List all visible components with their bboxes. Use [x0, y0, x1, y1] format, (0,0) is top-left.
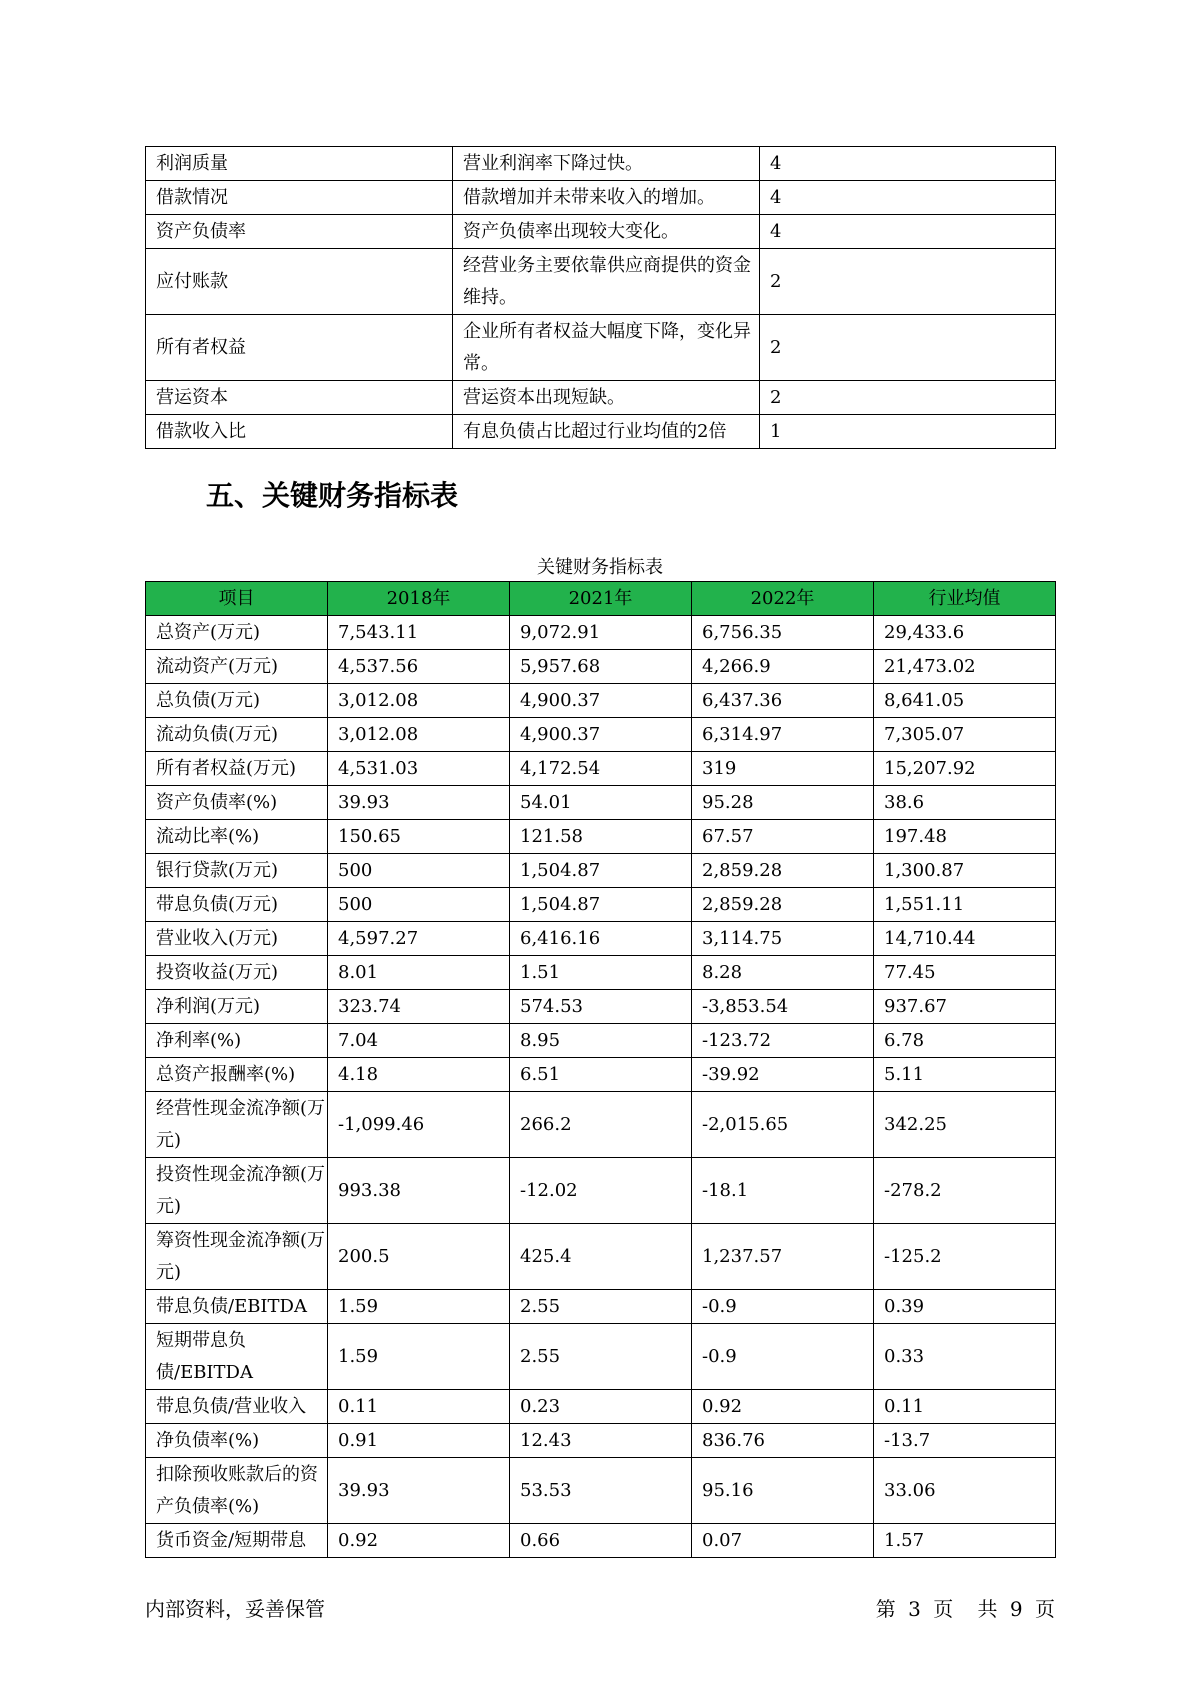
indicator-value-cell: 150.65: [328, 820, 510, 854]
indicator-name-cell: 扣除预收账款后的资产负债率(%): [146, 1458, 328, 1524]
indicator-value-cell: -3,853.54: [692, 990, 874, 1024]
total-prefix: 共: [977, 1597, 998, 1621]
risk-score-cell: 2: [760, 249, 1056, 315]
column-header: 项目: [146, 582, 328, 616]
indicator-value-cell: 1.59: [328, 1324, 510, 1390]
risk-score-cell: 2: [760, 315, 1056, 381]
table-row: [146, 1224, 1056, 1290]
section-title: 五、关键财务指标表: [206, 479, 459, 512]
indicator-value-cell: 2.55: [510, 1324, 692, 1390]
indicator-value-cell: 6,756.35: [692, 616, 874, 650]
indicator-value-cell: 1,300.87: [874, 854, 1056, 888]
indicator-value-cell: -0.9: [692, 1290, 874, 1324]
indicator-name-cell: 所有者权益(万元): [146, 752, 328, 786]
risk-desc-cell: 有息负债占比超过行业均值的2倍: [453, 415, 760, 449]
indicator-name-cell: 总负债(万元): [146, 684, 328, 718]
risk-desc-cell: 营运资本出现短缺。: [453, 381, 760, 415]
indicator-name-cell: 带息负债/营业收入: [146, 1390, 328, 1424]
indicator-value-cell: 0.07: [692, 1524, 874, 1558]
table-row: [146, 650, 1056, 684]
page-prefix: 第: [875, 1597, 896, 1621]
indicator-value-cell: 2,859.28: [692, 854, 874, 888]
indicator-name-cell: 货币资金/短期带息: [146, 1524, 328, 1558]
indicator-name-cell: 总资产报酬率(%): [146, 1058, 328, 1092]
indicator-value-cell: 3,012.08: [328, 684, 510, 718]
risk-row: [146, 381, 1056, 415]
indicator-value-cell: 7,543.11: [328, 616, 510, 650]
table-row: [146, 1058, 1056, 1092]
indicator-name-cell: 资产负债率(%): [146, 786, 328, 820]
table-row: [146, 990, 1056, 1024]
indicator-value-cell: -12.02: [510, 1158, 692, 1224]
indicator-name-cell: 带息负债/EBITDA: [146, 1290, 328, 1324]
indicator-value-cell: 0.91: [328, 1424, 510, 1458]
column-header: 2018年: [328, 582, 510, 616]
indicator-value-cell: 323.74: [328, 990, 510, 1024]
indicator-value-cell: 14,710.44: [874, 922, 1056, 956]
indicator-value-cell: 500: [328, 888, 510, 922]
footer-confidential-note: 内部资料，妥善保管: [145, 1597, 325, 1621]
indicator-value-cell: 4,537.56: [328, 650, 510, 684]
financial-indicators-table: [145, 581, 1056, 1558]
indicator-value-cell: 1,237.57: [692, 1224, 874, 1290]
indicator-value-cell: 319: [692, 752, 874, 786]
financial-table-body: [146, 616, 1056, 1558]
table-row: [146, 1024, 1056, 1058]
risk-item-cell: 所有者权益: [146, 315, 453, 381]
table-row: [146, 786, 1056, 820]
indicator-value-cell: 4,266.9: [692, 650, 874, 684]
indicator-value-cell: 95.16: [692, 1458, 874, 1524]
indicator-value-cell: 9,072.91: [510, 616, 692, 650]
indicator-value-cell: 67.57: [692, 820, 874, 854]
indicator-value-cell: 6,416.16: [510, 922, 692, 956]
indicator-name-cell: 总资产(万元): [146, 616, 328, 650]
indicator-value-cell: 39.93: [328, 786, 510, 820]
risk-score-cell: 1: [760, 415, 1056, 449]
risk-item-cell: 利润质量: [146, 147, 453, 181]
indicator-value-cell: 4,597.27: [328, 922, 510, 956]
indicator-value-cell: 200.5: [328, 1224, 510, 1290]
table-row: [146, 956, 1056, 990]
risk-item-cell: 借款情况: [146, 181, 453, 215]
indicator-value-cell: 0.33: [874, 1324, 1056, 1390]
indicator-value-cell: -1,099.46: [328, 1092, 510, 1158]
table-row: [146, 616, 1056, 650]
risk-table: [145, 146, 1056, 449]
indicator-value-cell: 1,504.87: [510, 854, 692, 888]
indicator-value-cell: 4.18: [328, 1058, 510, 1092]
page-number: [870, 1593, 1055, 1622]
indicator-value-cell: 4,172.54: [510, 752, 692, 786]
indicator-value-cell: 4,900.37: [510, 684, 692, 718]
risk-item-cell: 借款收入比: [146, 415, 453, 449]
indicator-value-cell: -123.72: [692, 1024, 874, 1058]
risk-desc-cell: 借款增加并未带来收入的增加。: [453, 181, 760, 215]
indicator-value-cell: -39.92: [692, 1058, 874, 1092]
indicator-name-cell: 净利率(%): [146, 1024, 328, 1058]
risk-row: [146, 215, 1056, 249]
indicator-value-cell: 0.11: [874, 1390, 1056, 1424]
indicator-value-cell: 1.59: [328, 1290, 510, 1324]
table-row: [146, 854, 1056, 888]
column-header: 2021年: [510, 582, 692, 616]
indicator-value-cell: -0.9: [692, 1324, 874, 1390]
table-row: [146, 1290, 1056, 1324]
risk-score-cell: 4: [760, 215, 1056, 249]
indicator-value-cell: 7.04: [328, 1024, 510, 1058]
table-row: [146, 922, 1056, 956]
indicator-value-cell: 3,012.08: [328, 718, 510, 752]
indicator-value-cell: 53.53: [510, 1458, 692, 1524]
risk-row: [146, 315, 1056, 381]
indicator-value-cell: -125.2: [874, 1224, 1056, 1290]
indicator-value-cell: 8,641.05: [874, 684, 1056, 718]
table-row: [146, 820, 1056, 854]
indicator-value-cell: 0.92: [328, 1524, 510, 1558]
indicator-value-cell: 6,437.36: [692, 684, 874, 718]
risk-desc-cell: 营业利润率下降过快。: [453, 147, 760, 181]
indicator-name-cell: 银行贷款(万元): [146, 854, 328, 888]
indicator-name-cell: 营业收入(万元): [146, 922, 328, 956]
indicator-value-cell: 1.51: [510, 956, 692, 990]
indicator-value-cell: 8.95: [510, 1024, 692, 1058]
page-label: 页: [933, 1597, 954, 1621]
total-label: 页: [1035, 1597, 1055, 1621]
indicator-name-cell: 投资收益(万元): [146, 956, 328, 990]
table-row: [146, 1092, 1056, 1158]
page-total: 9: [1009, 1597, 1023, 1621]
table-row: [146, 752, 1056, 786]
indicator-value-cell: 1,551.11: [874, 888, 1056, 922]
risk-desc-cell: 资产负债率出现较大变化。: [453, 215, 760, 249]
indicator-name-cell: 流动比率(%): [146, 820, 328, 854]
indicator-value-cell: -278.2: [874, 1158, 1056, 1224]
risk-row: [146, 415, 1056, 449]
table-row: [146, 684, 1056, 718]
table-row: [146, 1324, 1056, 1390]
indicator-value-cell: 1.57: [874, 1524, 1056, 1558]
indicator-value-cell: 15,207.92: [874, 752, 1056, 786]
indicator-value-cell: 7,305.07: [874, 718, 1056, 752]
indicator-value-cell: -2,015.65: [692, 1092, 874, 1158]
table-row: [146, 1158, 1056, 1224]
risk-row: [146, 249, 1056, 315]
indicator-value-cell: -18.1: [692, 1158, 874, 1224]
indicator-value-cell: 8.28: [692, 956, 874, 990]
indicator-value-cell: 2.55: [510, 1290, 692, 1324]
indicator-value-cell: 0.66: [510, 1524, 692, 1558]
table-row: [146, 1524, 1056, 1558]
indicator-value-cell: 38.6: [874, 786, 1056, 820]
risk-row: [146, 147, 1056, 181]
indicator-value-cell: 6.51: [510, 1058, 692, 1092]
indicator-value-cell: 2,859.28: [692, 888, 874, 922]
indicator-name-cell: 筹资性现金流净额(万元): [146, 1224, 328, 1290]
indicator-value-cell: 21,473.02: [874, 650, 1056, 684]
risk-desc-cell: 经营业务主要依靠供应商提供的资金维持。: [453, 249, 760, 315]
indicator-value-cell: 39.93: [328, 1458, 510, 1524]
indicator-value-cell: 29,433.6: [874, 616, 1056, 650]
indicator-value-cell: 0.11: [328, 1390, 510, 1424]
indicator-value-cell: 993.38: [328, 1158, 510, 1224]
indicator-name-cell: 净利润(万元): [146, 990, 328, 1024]
risk-desc-cell: 企业所有者权益大幅度下降，变化异常。: [453, 315, 760, 381]
table-row: [146, 718, 1056, 752]
indicator-value-cell: 77.45: [874, 956, 1056, 990]
indicator-value-cell: 1,504.87: [510, 888, 692, 922]
indicator-name-cell: 流动负债(万元): [146, 718, 328, 752]
table-header-row: [146, 582, 1056, 616]
column-header: 行业均值: [874, 582, 1056, 616]
risk-item-cell: 营运资本: [146, 381, 453, 415]
table-row: [146, 888, 1056, 922]
indicator-value-cell: 3,114.75: [692, 922, 874, 956]
risk-score-cell: 2: [760, 381, 1056, 415]
table-row: [146, 1390, 1056, 1424]
indicator-value-cell: 0.39: [874, 1290, 1056, 1324]
indicator-name-cell: 流动资产(万元): [146, 650, 328, 684]
indicator-name-cell: 投资性现金流净额(万元): [146, 1158, 328, 1224]
indicator-value-cell: 197.48: [874, 820, 1056, 854]
risk-table-body: [146, 147, 1056, 449]
risk-row: [146, 181, 1056, 215]
indicator-value-cell: 342.25: [874, 1092, 1056, 1158]
indicator-value-cell: 8.01: [328, 956, 510, 990]
indicator-name-cell: 经营性现金流净额(万元): [146, 1092, 328, 1158]
indicator-value-cell: 0.92: [692, 1390, 874, 1424]
table-row: [146, 1424, 1056, 1458]
column-header: 2022年: [692, 582, 874, 616]
table-caption: 关键财务指标表: [537, 557, 663, 578]
risk-score-cell: 4: [760, 147, 1056, 181]
page-current: 3: [908, 1597, 921, 1621]
indicator-value-cell: 12.43: [510, 1424, 692, 1458]
indicator-value-cell: 937.67: [874, 990, 1056, 1024]
indicator-value-cell: 500: [328, 854, 510, 888]
indicator-value-cell: 6,314.97: [692, 718, 874, 752]
indicator-value-cell: 836.76: [692, 1424, 874, 1458]
risk-score-cell: 4: [760, 181, 1056, 215]
indicator-value-cell: 5,957.68: [510, 650, 692, 684]
indicator-value-cell: 5.11: [874, 1058, 1056, 1092]
indicator-value-cell: 33.06: [874, 1458, 1056, 1524]
indicator-name-cell: 短期带息负债/EBITDA: [146, 1324, 328, 1390]
indicator-value-cell: 574.53: [510, 990, 692, 1024]
indicator-value-cell: 4,531.03: [328, 752, 510, 786]
indicator-name-cell: 带息负债(万元): [146, 888, 328, 922]
indicator-value-cell: 121.58: [510, 820, 692, 854]
table-row: [146, 1458, 1056, 1524]
indicator-value-cell: 54.01: [510, 786, 692, 820]
indicator-value-cell: 425.4: [510, 1224, 692, 1290]
indicator-value-cell: 0.23: [510, 1390, 692, 1424]
indicator-value-cell: 6.78: [874, 1024, 1056, 1058]
indicator-value-cell: 95.28: [692, 786, 874, 820]
indicator-value-cell: 266.2: [510, 1092, 692, 1158]
indicator-value-cell: 4,900.37: [510, 718, 692, 752]
risk-item-cell: 资产负债率: [146, 215, 453, 249]
indicator-name-cell: 净负债率(%): [146, 1424, 328, 1458]
indicator-value-cell: -13.7: [874, 1424, 1056, 1458]
risk-item-cell: 应付账款: [146, 249, 453, 315]
